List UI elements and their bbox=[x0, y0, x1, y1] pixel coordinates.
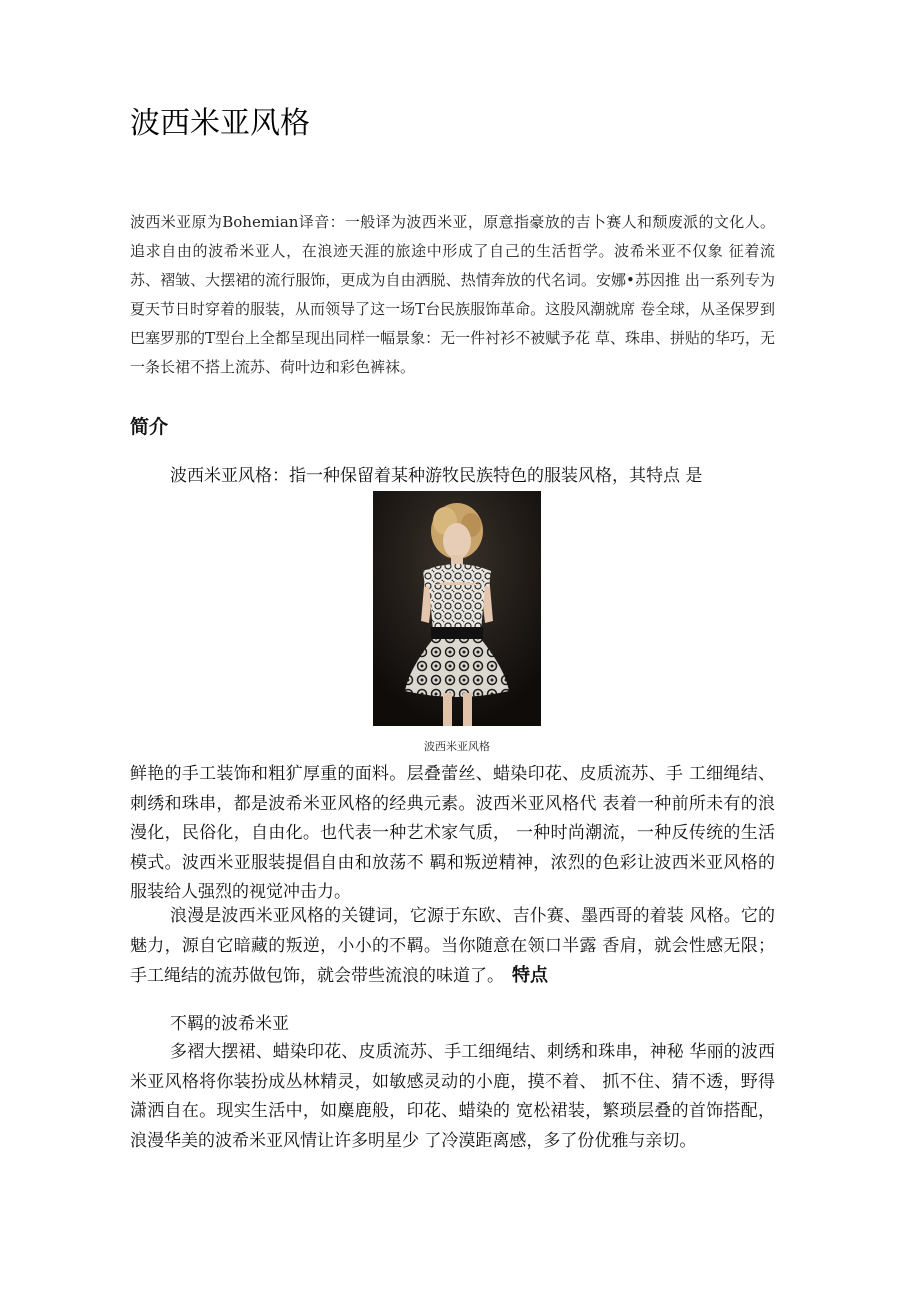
runway-model-illustration bbox=[373, 491, 541, 726]
features-paragraph: 鲜艳的手工装饰和粗犷厚重的面料。层叠蕾丝、蜡染印花、皮质流苏、手 工细绳结、刺绣和珠串，都是波希米亚风格的经典元素。波西米亚风格代 表着一种前所未有的浪漫化，民俗化，自由化。也代表一种艺术家气质， 一种时尚潮流，一种反传统的生活模式。波西米亚服装提倡自由和放荡不 羁和叛逆精神，浓烈的色彩让波西米亚风格的服装给人强烈的视觉冲击力。 bbox=[130, 764, 775, 902]
runway-model-photo bbox=[373, 491, 541, 726]
intro-paragraph: 波西米亚原为Bohemian译音：一般译为波西米亚，原意指豪放的吉卜赛人和颓废派的文化人。追求自由的波希米亚人，在浪迹天涯的旅途中形成了自己的生活哲学。波希米亚不仅象 征着流苏、褶皱、大摆裙的流行服饰，更成为自由洒脱、热情奔放的代名词。安娜•苏因推 出一系列专为夏天节日时穿着的服装，从而领导了这一场T台民族服饰革命。这股风潮就席 卷全球，从圣保罗到巴塞罗那的T型台上全都呈现出同样一幅景象：无一件衬衫不被赋予花 草、珠串、拼贴的华巧，无一条长裙不搭上流苏、荷叶边和彩色裤袜。 bbox=[130, 213, 775, 376]
unruly-paragraph: 多褶大摆裙、蜡染印花、皮质流苏、手工细绳结、刺绣和珠串，神秘 华丽的波西米亚风格将你装扮成丛林精灵，如敏感灵动的小鹿，摸不着、 抓不住、猜不透，野得潇洒自在。现实生活中，如麋鹿般，印花、蜡染的 宽松裙装，繁琐层叠的首饰搭配，浪漫华美的波希米亚风情让许多明星少 了冷漠距离感，多了份优雅与亲切。 bbox=[130, 1042, 775, 1151]
document-title: 波西米亚风格 bbox=[130, 106, 310, 141]
section-heading-features: 特点 bbox=[512, 965, 548, 986]
section-heading-intro: 简介 bbox=[130, 416, 169, 438]
unruly-subheading: 不羁的波希米亚 bbox=[170, 1014, 289, 1034]
romance-text: 浪漫是波西米亚风格的关键词，它源于东欧、吉仆赛、墨西哥的着装 风格。它的魅力，源自它暗藏的叛逆，小小的不羁。当你随意在领口半露 香肩，就会性感无限；手工绳结的流苏做包饰，就会带些流浪的味道了。 bbox=[130, 906, 775, 986]
figure-caption: 波西米亚风格 bbox=[424, 740, 490, 753]
romance-paragraph bbox=[130, 902, 775, 992]
definition-paragraph: 波西米亚风格：指一种保留着某种游牧民族特色的服装风格，其特点 是 bbox=[170, 466, 703, 486]
